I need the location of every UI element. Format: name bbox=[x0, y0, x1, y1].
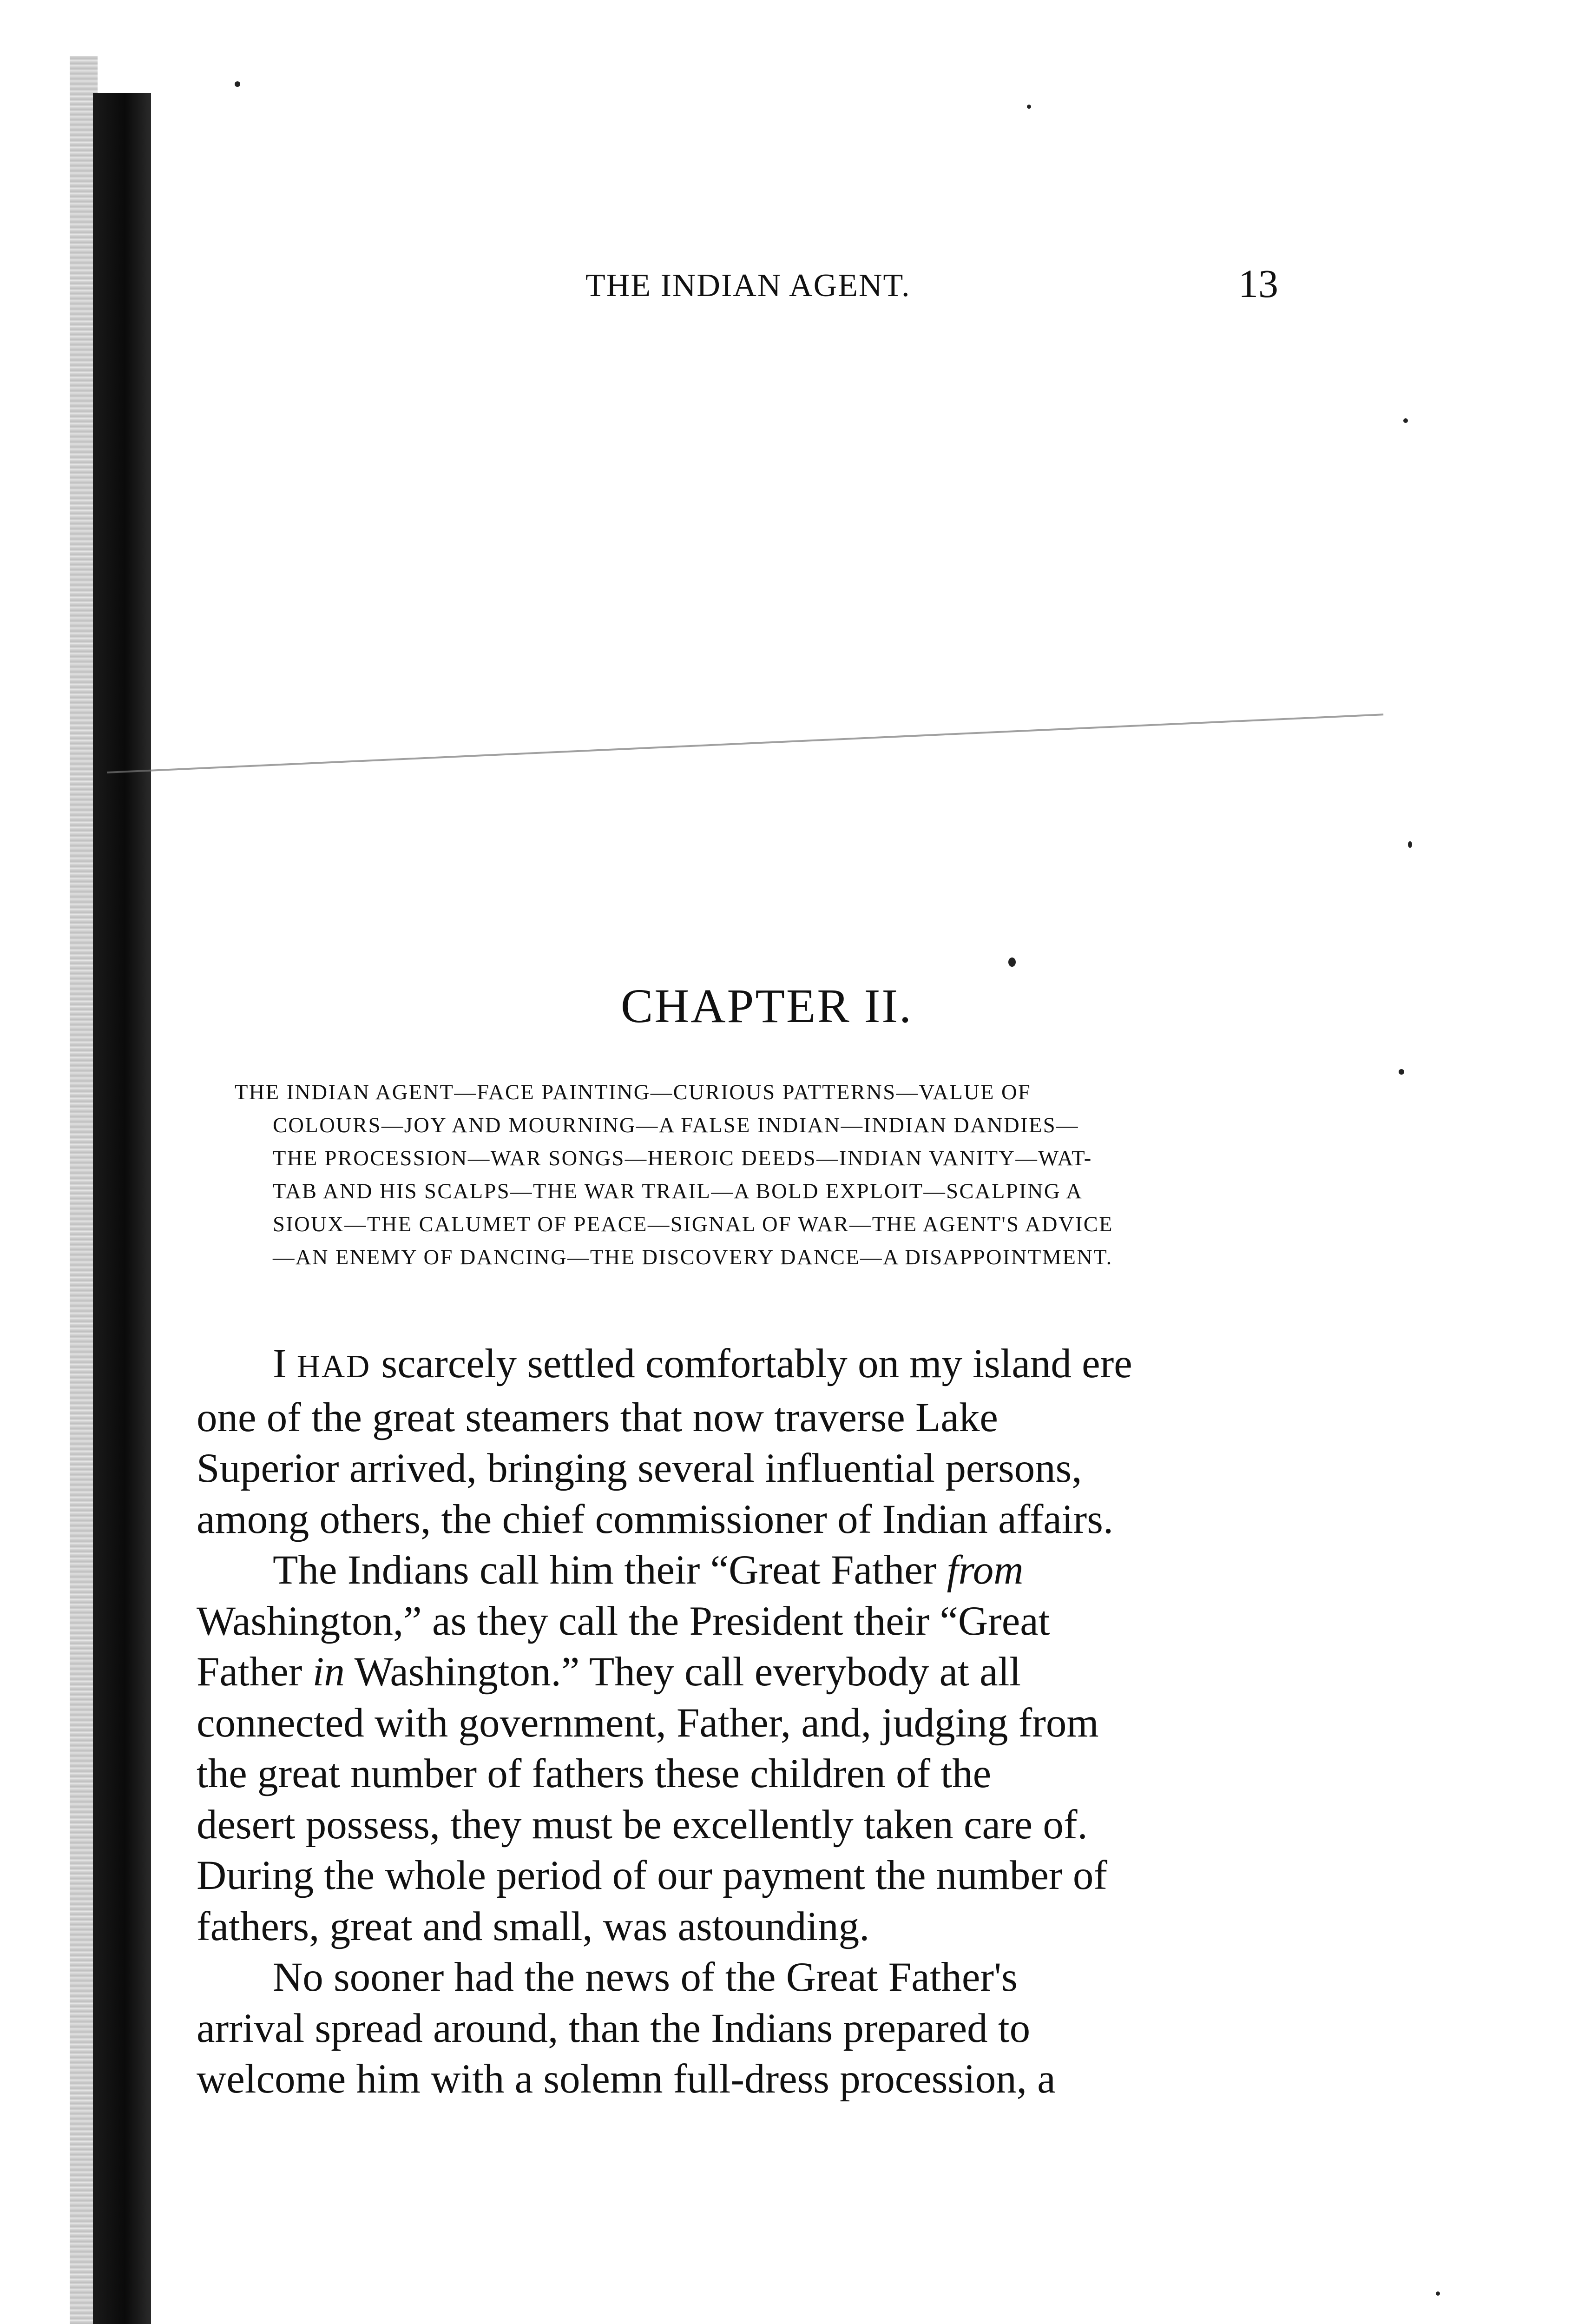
text-line: desert possess, they must be excellently taken care of. bbox=[197, 1802, 1088, 1848]
text-line: During the whole period of our payment the number of bbox=[197, 1853, 1107, 1898]
text-line: No sooner had the news of the Great Father's bbox=[273, 1954, 1018, 2000]
text-fragment: Father bbox=[197, 1649, 302, 1695]
text-line: Washington,” as they call the President their “Great bbox=[197, 1598, 1050, 1644]
chapter-title: CHAPTER II. bbox=[620, 979, 913, 1033]
smallcaps-word: HAD bbox=[296, 1349, 371, 1385]
text-fragment: scarcely settled comfortably on my island ere bbox=[381, 1341, 1132, 1386]
synopsis-line: TAB AND HIS SCALPS—THE WAR TRAIL—A BOLD EXPLOIT—SCALPING A bbox=[273, 1180, 1083, 1203]
italic-word: in bbox=[312, 1649, 345, 1695]
ink-speck bbox=[1403, 418, 1408, 423]
book-spine-shadow bbox=[93, 93, 151, 2324]
text-line bbox=[197, 1647, 1252, 1698]
text-line: connected with government, Father, and, judging from bbox=[197, 1700, 1099, 1746]
body-text bbox=[197, 1339, 1252, 2105]
synopsis-line: SIOUX—THE CALUMET OF PEACE—SIGNAL OF WAR—THE AGENT'S ADVICE bbox=[273, 1213, 1113, 1236]
synopsis-line: COLOURS—JOY AND MOURNING—A FALSE INDIAN—INDIAN DANDIES— bbox=[273, 1114, 1079, 1137]
synopsis-line: THE INDIAN AGENT—FACE PAINTING—CURIOUS PATTERNS—VALUE OF bbox=[235, 1081, 1032, 1104]
running-head: THE INDIAN AGENT. bbox=[585, 268, 911, 304]
ink-speck bbox=[1436, 2291, 1440, 2296]
page-number: 13 bbox=[1238, 261, 1278, 306]
paragraph bbox=[197, 1339, 1252, 1545]
ink-speck bbox=[1408, 841, 1412, 848]
text-line: the great number of fathers these children of the bbox=[197, 1751, 992, 1796]
ink-speck bbox=[1399, 1069, 1404, 1075]
ink-speck bbox=[1008, 957, 1016, 967]
text-line: one of the great steamers that now traverse Lake bbox=[197, 1394, 998, 1440]
opening-letter: I bbox=[273, 1341, 287, 1386]
text-line: fathers, great and small, was astounding. bbox=[197, 1903, 870, 1949]
synopsis-line: THE PROCESSION—WAR SONGS—HEROIC DEEDS—INDIAN VANITY—WAT- bbox=[273, 1147, 1092, 1170]
synopsis-line: —AN ENEMY OF DANCING—THE DISCOVERY DANCE—A DISAPPOINTMENT. bbox=[273, 1246, 1113, 1269]
text-line: arrival spread around, than the Indians prepared to bbox=[197, 2005, 1031, 2051]
faint-rule-line bbox=[107, 713, 1383, 773]
text-fragment: Washington.” They call everybody at all bbox=[354, 1649, 1021, 1695]
paragraph bbox=[197, 1952, 1252, 2105]
chapter-synopsis bbox=[235, 1076, 1250, 1274]
ink-speck bbox=[235, 81, 240, 87]
paragraph bbox=[197, 1545, 1252, 1952]
ink-speck bbox=[1027, 105, 1031, 109]
text-line bbox=[235, 1339, 1252, 1393]
text-line: among others, the chief commissioner of Indian affairs. bbox=[197, 1496, 1114, 1542]
text-fragment: The Indians call him their “Great Father bbox=[273, 1547, 937, 1593]
text-line bbox=[235, 1545, 1252, 1596]
text-line: welcome him with a solemn full-dress procession, a bbox=[197, 2056, 1056, 2102]
italic-word: from bbox=[947, 1547, 1024, 1593]
text-line: Superior arrived, bringing several influential persons, bbox=[197, 1446, 1082, 1491]
